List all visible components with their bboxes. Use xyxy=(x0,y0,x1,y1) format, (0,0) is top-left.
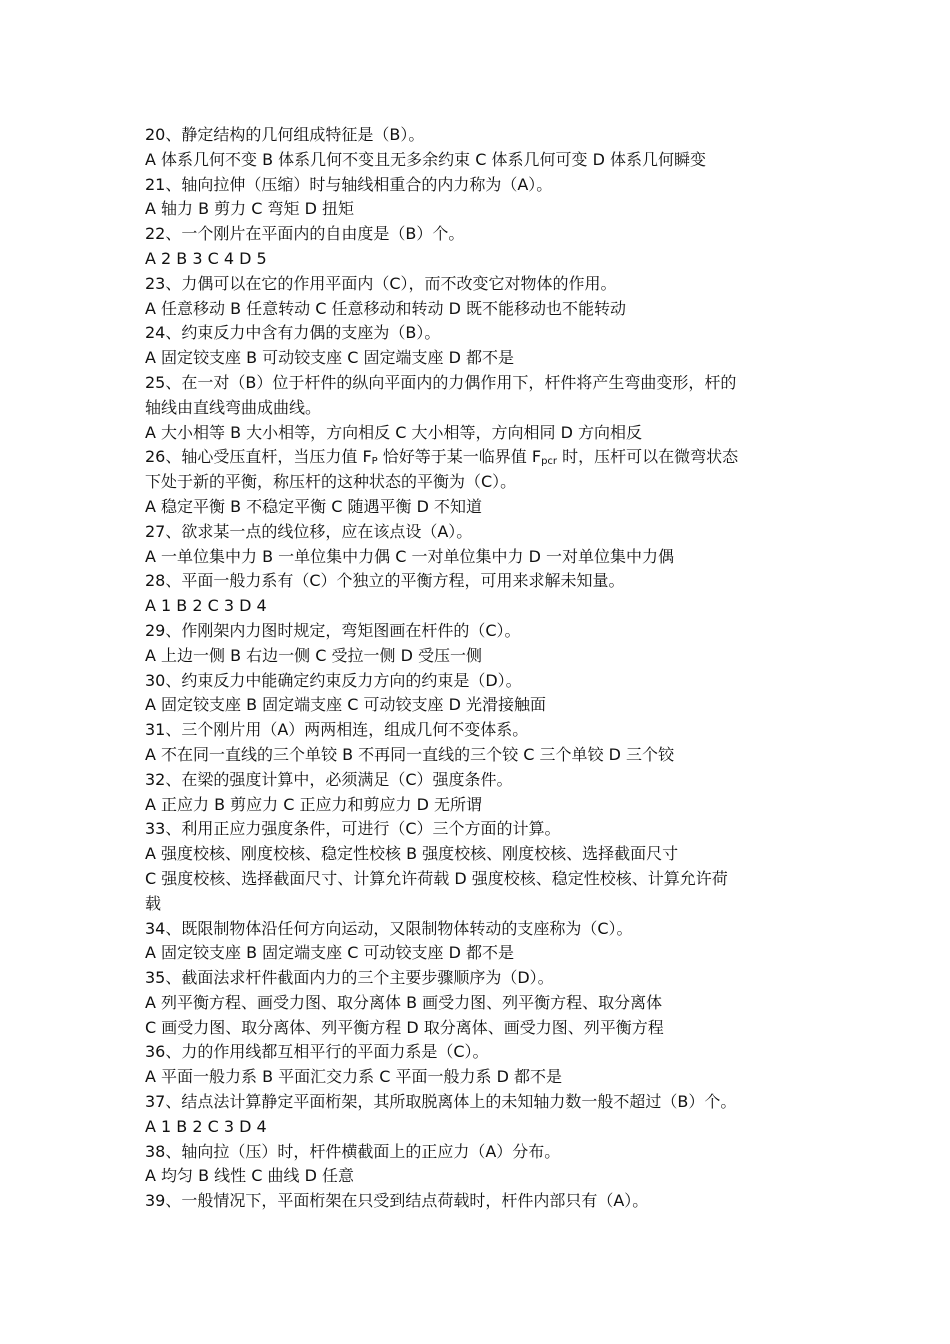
q26-text-b: 恰好等于某一临界值 F xyxy=(377,447,542,467)
options-28: A 1 B 2 C 3 D 4 xyxy=(145,596,267,616)
question-26-line1 xyxy=(145,445,815,470)
options-29: A 上边一侧 B 右边一侧 C 受拉一侧 D 受压一侧 xyxy=(145,645,483,665)
question-27: 27、欲求某一点的线位移，应在该点设（A）。 xyxy=(145,521,473,541)
question-26-line2: 下处于新的平衡，称压杆的这种状态的平衡为（C）。 xyxy=(145,472,517,492)
question-31: 31、三个刚片用（A）两两相连，组成几何不变体系。 xyxy=(145,720,529,740)
options-26: A 稳定平衡 B 不稳定平衡 C 随遇平衡 D 不知道 xyxy=(145,496,483,516)
options-32: A 正应力 B 剪应力 C 正应力和剪应力 D 无所谓 xyxy=(145,794,483,814)
question-39: 39、一般情况下，平面桁架在只受到结点荷载时，杆件内部只有（A）。 xyxy=(145,1191,649,1211)
q26-text-c: 时，压杆可以在微弯状态 xyxy=(557,447,739,467)
question-24: 24、约束反力中含有力偶的支座为（B）。 xyxy=(145,323,441,343)
q26-subscript-p: P xyxy=(371,456,378,468)
options-31: A 不在同一直线的三个单铰 B 不再同一直线的三个铰 C 三个单铰 D 三个铰 xyxy=(145,744,675,764)
options-37: A 1 B 2 C 3 D 4 xyxy=(145,1116,267,1136)
options-27: A 一单位集中力 B 一单位集中力偶 C 一对单位集中力 D 一对单位集中力偶 xyxy=(145,546,675,566)
question-34: 34、既限制物体沿任何方向运动，又限制物体转动的支座称为（C）。 xyxy=(145,918,633,938)
question-23: 23、力偶可以在它的作用平面内（C），而不改变它对物体的作用。 xyxy=(145,273,617,293)
options-24: A 固定铰支座 B 可动铰支座 C 固定端支座 D 都不是 xyxy=(145,348,515,368)
options-33-line3: 载 xyxy=(145,893,162,913)
options-33-line2: C 强度校核、选择截面尺寸、计算允许荷载 D 强度校核、稳定性校核、计算允许荷 xyxy=(145,868,728,888)
question-37: 37、结点法计算静定平面桁架，其所取脱离体上的未知轴力数一般不超过（B）个。 xyxy=(145,1092,737,1112)
question-21: 21、轴向拉伸（压缩）时与轴线相重合的内力称为（A）。 xyxy=(145,174,553,194)
question-28: 28、平面一般力系有（C）个独立的平衡方程，可用来求解未知量。 xyxy=(145,571,625,591)
question-32: 32、在梁的强度计算中，必须满足（C）强度条件。 xyxy=(145,769,513,789)
question-25-line2: 轴线由直线弯曲成曲线。 xyxy=(145,397,322,417)
question-35: 35、截面法求杆件截面内力的三个主要步骤顺序为（D）。 xyxy=(145,968,554,988)
options-35-line2: C 画受力图、取分离体、列平衡方程 D 取分离体、画受力图、列平衡方程 xyxy=(145,1017,664,1037)
question-list xyxy=(145,123,815,1214)
options-20: A 体系几何不变 B 体系几何不变且无多余约束 C 体系几何可变 D 体系几何瞬变 xyxy=(145,149,707,169)
options-36: A 平面一般力系 B 平面汇交力系 C 平面一般力系 D 都不是 xyxy=(145,1067,563,1087)
q26-text-a: 26、轴心受压直杆，当压力值 F xyxy=(145,447,372,467)
q26-subscript-pcr: pcr xyxy=(541,456,558,468)
question-36: 36、力的作用线都互相平行的平面力系是（C）。 xyxy=(145,1042,489,1062)
options-30: A 固定铰支座 B 固定端支座 C 可动铰支座 D 光滑接触面 xyxy=(145,695,547,715)
question-20: 20、静定结构的几何组成特征是（B）。 xyxy=(145,125,425,144)
options-34: A 固定铰支座 B 固定端支座 C 可动铰支座 D 都不是 xyxy=(145,943,515,963)
options-33-line1: A 强度校核、刚度校核、稳定性校核 B 强度校核、刚度校核、选择截面尺寸 xyxy=(145,844,679,864)
question-25-line1: 25、在一对（B）位于杆件的纵向平面内的力偶作用下，杆件将产生弯曲变形，杆的 xyxy=(145,372,737,392)
question-33: 33、利用正应力强度条件，可进行（C）三个方面的计算。 xyxy=(145,819,561,839)
options-35-line1: A 列平衡方程、画受力图、取分离体 B 画受力图、列平衡方程、取分离体 xyxy=(145,992,663,1012)
options-21: A 轴力 B 剪力 C 弯矩 D 扭矩 xyxy=(145,199,355,219)
options-22: A 2 B 3 C 4 D 5 xyxy=(145,248,267,268)
question-30: 30、约束反力中能确定约束反力方向的约束是（D）。 xyxy=(145,670,522,690)
question-38: 38、轴向拉（压）时，杆件横截面上的正应力（A）分布。 xyxy=(145,1141,561,1161)
question-22: 22、一个刚片在平面内的自由度是（B）个。 xyxy=(145,224,465,244)
options-38: A 均匀 B 线性 C 曲线 D 任意 xyxy=(145,1166,355,1186)
question-29: 29、作刚架内力图时规定，弯矩图画在杆件的（C）。 xyxy=(145,620,521,640)
options-23: A 任意移动 B 任意转动 C 任意移动和转动 D 既不能移动也不能转动 xyxy=(145,298,627,318)
options-25: A 大小相等 B 大小相等，方向相反 C 大小相等，方向相同 D 方向相反 xyxy=(145,422,643,442)
